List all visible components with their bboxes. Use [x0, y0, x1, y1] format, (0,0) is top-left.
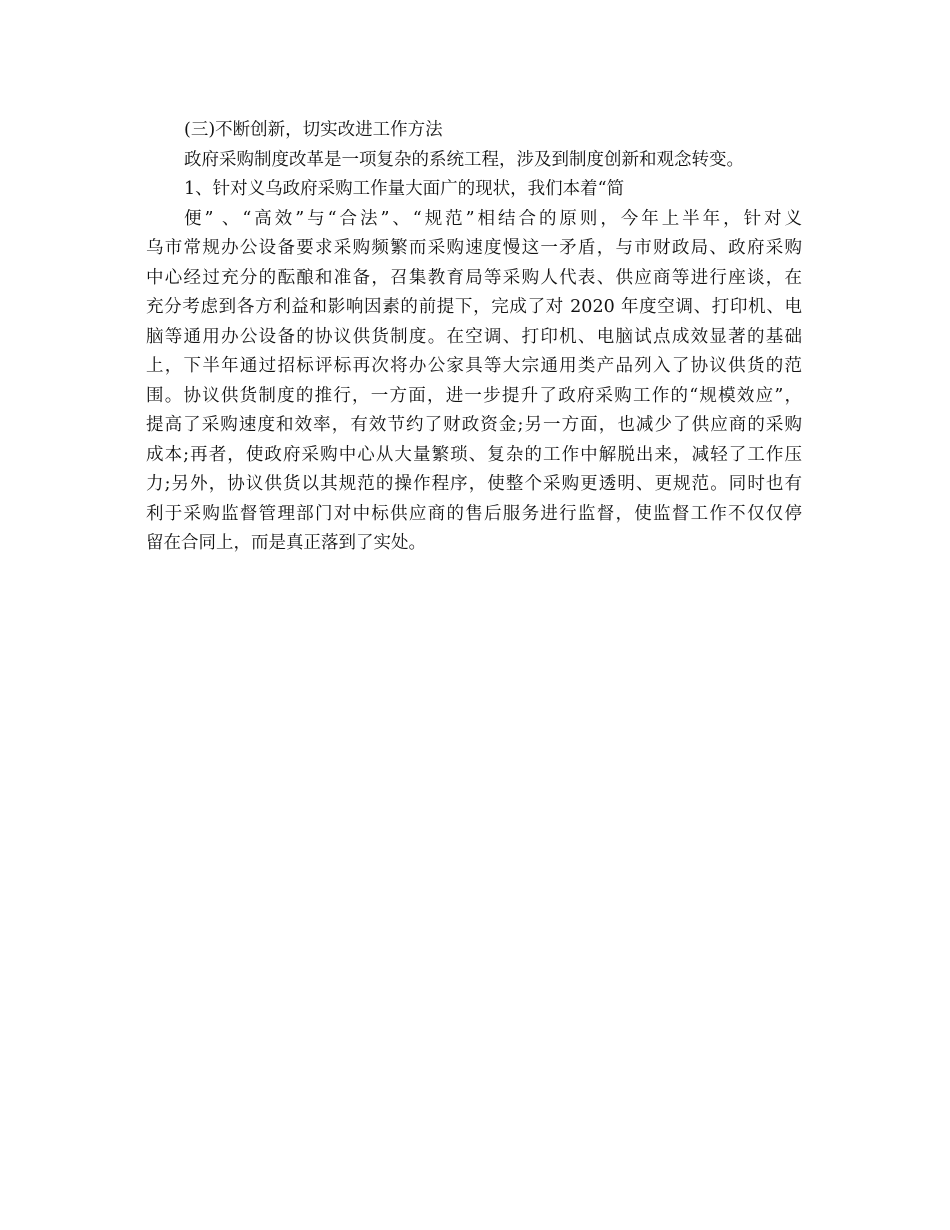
body-line: 成本;再者，使政府采购中心从大量繁琐、复杂的工作中解脱出来，减轻了工作压 [146, 444, 802, 465]
document-body [146, 116, 806, 559]
body-line: 提高了采购速度和效率，有效节约了财政资金;另一方面，也减少了供应商的采购 [146, 415, 802, 435]
body-line: 围。协议供货制度的推行，一方面，进一步提升了政府采购工作的“规模效应”， [146, 385, 802, 406]
body-line: 中心经过充分的酝酿和准备，召集教育局等采购人代表、供应商等进行座谈，在 [146, 267, 802, 288]
intro-paragraph: 政府采购制度改革是一项复杂的系统工程，涉及到制度创新和观念转变。 [184, 149, 744, 170]
body-line: 乌市常规办公设备要求采购频繁而采购速度慢这一矛盾，与市财政局、政府采购 [146, 238, 802, 258]
item-1-first-line: 1、针对义乌政府采购工作量大面广的现状，我们本着“简 [184, 179, 625, 199]
body-line: 脑等通用办公设备的协议供货制度。在空调、打印机、电脑试点成效显著的基础 [146, 326, 802, 347]
body-line: 便” 、“高效”与“合法”、“规范”相结合的原则，今年上半年，针对义 [184, 208, 802, 229]
body-line: 充分考虑到各方利益和影响因素的前提下，完成了对 2020 年度空调、打印机、电 [146, 297, 802, 317]
body-line: 上，下半年通过招标评标再次将办公家具等大宗通用类产品列入了协议供货的范 [146, 356, 802, 376]
final-line: 留在合同上，而是真正落到了实处。 [146, 533, 426, 553]
body-line: 利于采购监督管理部门对中标供应商的售后服务进行监督，使监督工作不仅仅停 [146, 503, 802, 524]
section-heading: (三)不断创新，切实改进工作方法 [184, 120, 443, 140]
body-line: 力;另外，协议供货以其规范的操作程序，使整个采购更透明、更规范。同时也有 [146, 474, 802, 494]
